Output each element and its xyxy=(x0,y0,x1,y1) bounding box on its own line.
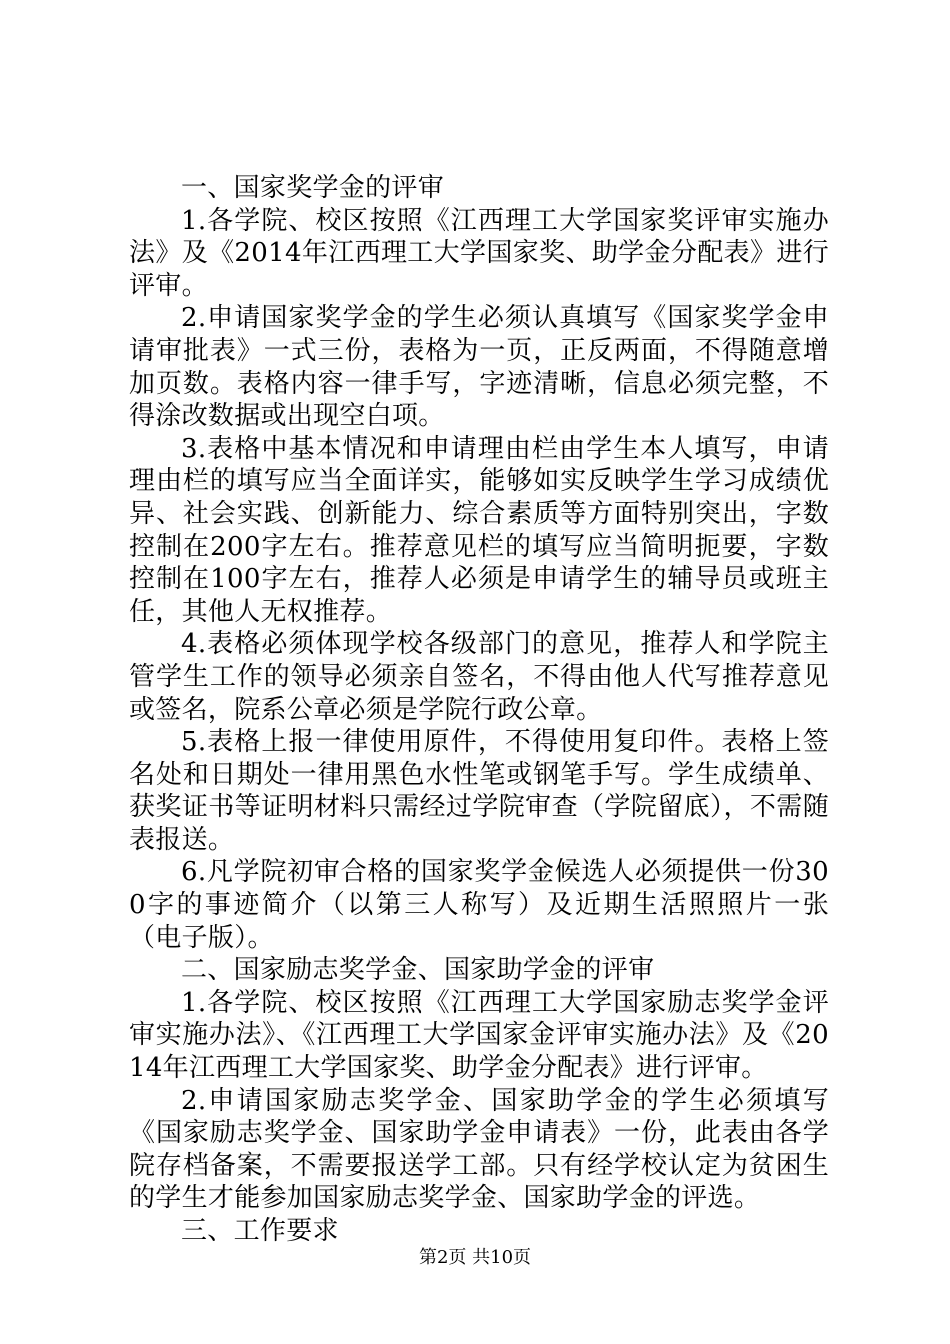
paragraph-1-6: 6.凡学院初审合格的国家奖学金候选人必须提供一份300字的事迹简介（以第三人称写）及近期生活照照片一张（电子版）。 xyxy=(129,857,829,953)
section-heading-1: 一、国家奖学金的评审 xyxy=(181,173,445,203)
paragraph-1-3: 3.表格中基本情况和申请理由栏由学生本人填写，申请理由栏的填写应当全面详实，能够如实反映学生学习成绩优异、社会实践、创新能力、综合素质等方面特别突出，字数控制在200字左右。推荐意见栏的填写应当简明扼要，字数控制在100字左右，推荐人必须是申请学生的辅导员或班主任，其他人无权推荐。 xyxy=(129,433,829,627)
section-heading-2: 二、国家励志奖学金、国家助学金的评审 xyxy=(181,955,655,986)
paragraph-2-2: 2.申请国家励志奖学金、国家助学金的学生必须填写《国家励志奖学金、国家助学金申请表》一份，此表由各学院存档备案，不需要报送学工部。只有经学校认定为贫困生的学生才能参加国家励志奖学金、国家助学金的评选。 xyxy=(129,1085,829,1214)
section-heading-3: 三、工作要求 xyxy=(181,1216,339,1246)
paragraph-1-4: 4.表格必须体现学校各级部门的意见，推荐人和学院主管学生工作的领导必须亲自签名，不得由他人代写推荐意见或签名，院系公章必须是学院行政公章。 xyxy=(129,629,829,725)
paragraph-1-5: 5.表格上报一律使用原件，不得使用复印件。表格上签名处和日期处一律用黑色水性笔或钢笔手写。学生成绩单、获奖证书等证明材料只需经过学院审查（学院留底），不需随表报送。 xyxy=(129,727,829,855)
page-number-footer: 第2页 共10页 xyxy=(418,1247,532,1268)
document-body xyxy=(129,172,829,1248)
paragraph-2-1: 1.各学院、校区按照《江西理工大学国家励志奖学金评审实施办法》、《江西理工大学国家金评审实施办法》及《2014年江西理工大学国家奖、助学金分配表》进行评审。 xyxy=(129,987,829,1084)
paragraph-1-1: 1.各学院、校区按照《江西理工大学国家奖评审实施办法》及《2014年江西理工大学国家奖、助学金分配表》进行评审。 xyxy=(129,205,829,301)
paragraph-1-2: 2.申请国家奖学金的学生必须认真填写《国家奖学金申请审批表》一式三份，表格为一页，正反两面，不得随意增加页数。表格内容一律手写，字迹清晰，信息必须完整，不得涂改数据或出现空白项。 xyxy=(129,303,829,432)
